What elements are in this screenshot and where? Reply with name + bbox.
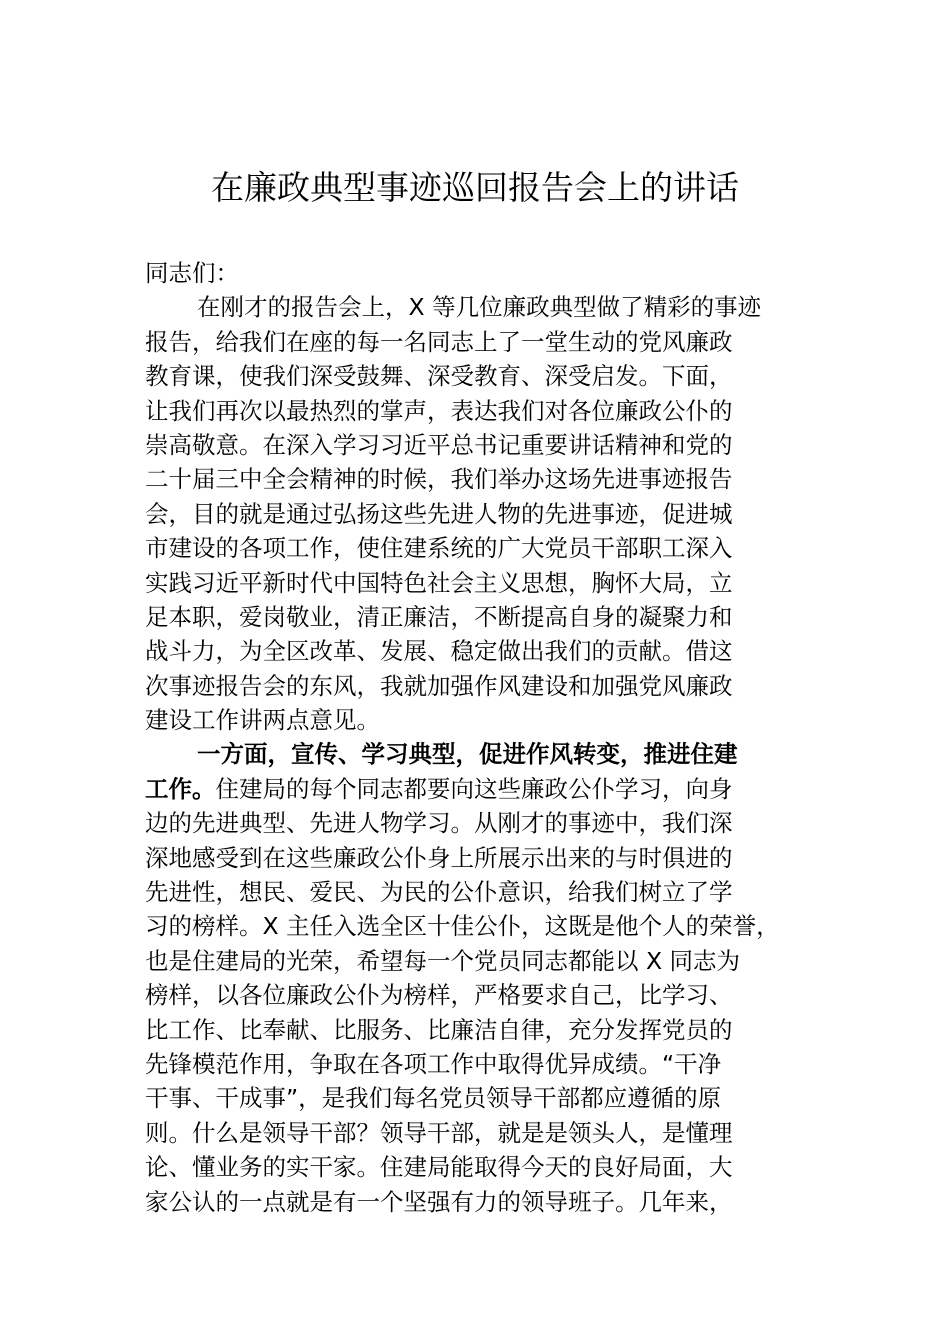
document-body (145, 256, 810, 1219)
paragraph-line: 市建设的各项工作，使住建系统的广大党员干部职工深入 (145, 534, 733, 563)
section-heading-continuation (145, 772, 810, 806)
paragraph-text: 住建局的每个同志都要向这些廉政公仆学习，向身 (215, 774, 733, 803)
paragraph-line: 干事、干成事”，是我们每名党员领导干部都应遵循的原 (145, 1084, 722, 1113)
paragraph-line: 论、懂业务的实干家。住建局能取得今天的良好局面，大 (145, 1153, 733, 1182)
paragraph-line: 先锋模范作用，争取在各项工作中取得优异成绩。“干净 (145, 1049, 722, 1078)
paragraph-line: 榜样，以各位廉政公仆为榜样，严格要求自己，比学习、 (145, 981, 733, 1010)
paragraph-line: 次事迹报告会的东风，我就加强作风建设和加强党风廉政 (145, 671, 733, 700)
paragraph-line: 二十届三中全会精神的时候，我们举办这场先进事迹报告 (145, 465, 733, 494)
paragraph-line: 也是住建局的光荣，希望每一个党员同志都能以 X 同志为 (145, 946, 741, 975)
paragraph-line: 家公认的一点就是有一个坚强有力的领导班子。几年来， (145, 1187, 733, 1216)
paragraph-line: 会，目的就是通过弘扬这些先进人物的先进事迹，促进城 (145, 499, 733, 528)
paragraph-line: 报告，给我们在座的每一名同志上了一堂生动的党风廉政 (145, 327, 733, 356)
paragraph-line: 边的先进典型、先进人物学习。从刚才的事迹中，我们深 (145, 809, 733, 838)
paragraph-line: 比工作、比奉献、比服务、比廉洁自律，充分发挥党员的 (145, 1015, 733, 1044)
paragraph-line: 足本职，爱岗敬业，清正廉洁，不断提高自身的凝聚力和 (145, 602, 733, 631)
section-heading-end: 工作。 (145, 774, 216, 803)
document-title: 在廉政典型事迹巡回报告会上的讲话 (211, 168, 739, 207)
paragraph-line: 让我们再次以最热烈的掌声，表达我们对各位廉政公仆的 (145, 396, 733, 425)
paragraph-line: 习的榜样。X 主任入选全区十佳公仆，这既是他个人的荣誉， (145, 912, 780, 941)
paragraph-line: 先进性，想民、爱民、为民的公仆意识，给我们树立了学 (145, 878, 733, 907)
paragraph-line: 崇高敬意。在深入学习习近平总书记重要讲话精神和党的 (145, 430, 733, 459)
paragraph-line: 在刚才的报告会上，X 等几位廉政典型做了精彩的事迹 (197, 293, 762, 322)
paragraph-line: 则。什么是领导干部？领导干部，就是是领头人，是懂理 (145, 1118, 733, 1147)
paragraph-line: 建设工作讲两点意见。 (145, 706, 380, 735)
paragraph-line: 深地感受到在这些廉政公仆身上所展示出来的与时俱进的 (145, 843, 733, 872)
salutation-line: 同志们： (145, 259, 239, 287)
paragraph-line: 实践习近平新时代中国特色社会主义思想，胸怀大局，立 (145, 568, 733, 597)
section-heading-line: 一方面，宣传、学习典型，促进作风转变，推进住建 (197, 740, 738, 769)
paragraph-line: 教育课，使我们深受鼓舞、深受教育、深受启发。下面， (145, 362, 733, 391)
paragraph-line: 战斗力，为全区改革、发展、稳定做出我们的贡献。借这 (145, 637, 733, 666)
